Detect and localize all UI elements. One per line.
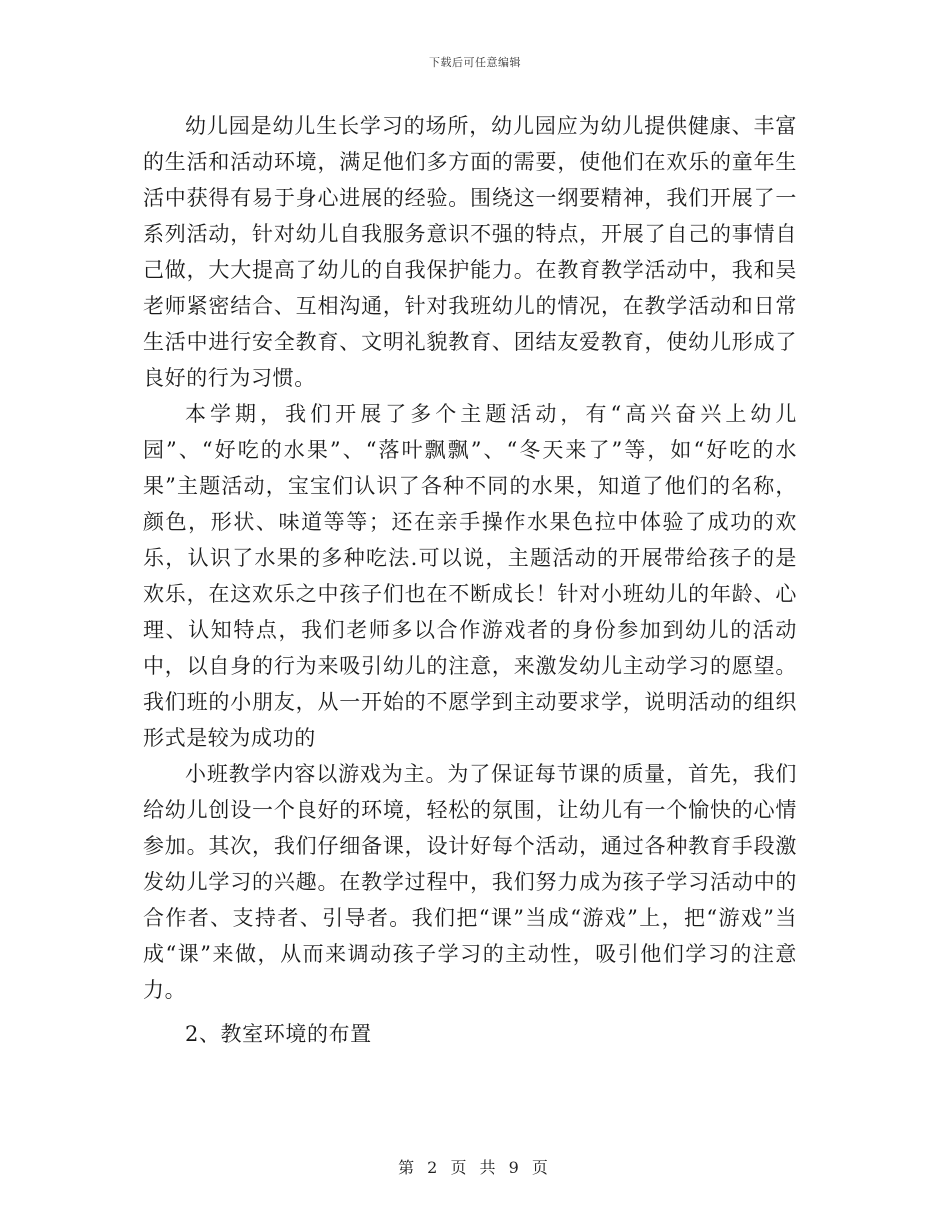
- page-header-note: 下载后可任意编辑: [429, 56, 521, 69]
- paragraph-1: 幼儿园是幼儿生长学习的场所，幼儿园应为幼儿提供健康、丰富的生活和活动环境，满足他们多方面的需要，使他们在欢乐的童年生活中获得有易于身心进展的经验。围绕这一纲要精神，我们开展了一系列活动，针对幼儿自我服务意识不强的特点，开展了自己的事情自己做，大大提高了幼儿的自我保护能力。在教育教学活动中，我和吴老师紧密结合、互相沟通，针对我班幼儿的情况，在教学活动和日常生活中进行安全教育、文明礼貌教育、团结友爱教育，使幼儿形成了良好的行为习惯。: [143, 114, 797, 390]
- page-number-footer: 第 2 页 共 9 页: [398, 1158, 552, 1177]
- section-heading-classroom-environment: 2、教室环境的布置: [185, 1022, 372, 1046]
- paragraph-3: 小班教学内容以游戏为主。为了保证每节课的质量，首先，我们给幼儿创设一个良好的环境，轻松的氛围，让幼儿有一个愉快的心情参加。其次，我们仔细备课，设计好每个活动，通过各种教育手段激发幼儿学习的兴趣。在教学过程中，我们努力成为孩子学习活动中的合作者、支持者、引导者。我们把“课”当成“游戏”上，把“游戏”当成“课”来做，从而来调动孩子学习的主动性，吸引他们学习的注意力。: [143, 762, 797, 1002]
- paragraph-2: 本学期，我们开展了多个主题活动，有“高兴奋兴上幼儿园”、“好吃的水果”、“落叶飘飘”、“冬天来了”等，如“好吃的水果”主题活动，宝宝们认识了各种不同的水果，知道了他们的名称，颜色，形状、味道等等；还在亲手操作水果色拉中体验了成功的欢乐，认识了水果的多种吃法.可以说，主题活动的开展带给孩子的是欢乐，在这欢乐之中孩子们也在不断成长！针对小班幼儿的年龄、心理、认知特点，我们老师多以合作游戏者的身份参加到幼儿的活动中，以自身的行为来吸引幼儿的注意，来激发幼儿主动学习的愿望。我们班的小朋友，从一开始的不愿学到主动要求学，说明活动的组织形式是较为成功的: [143, 402, 797, 750]
- document-body: [143, 108, 797, 1052]
